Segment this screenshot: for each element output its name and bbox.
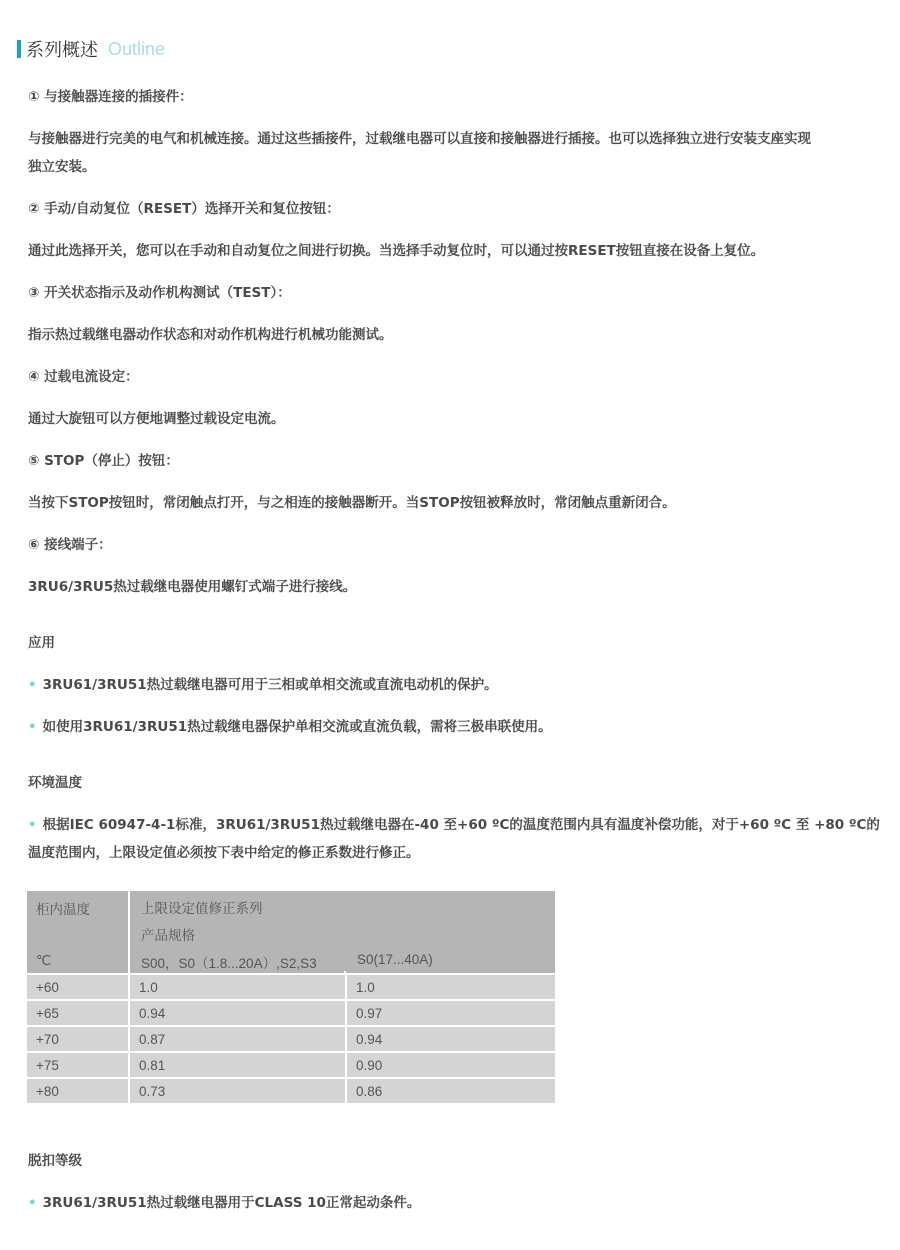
cell-value-1: 0.81 <box>129 1052 346 1078</box>
ambient-text-1: 根据IEC 60947-4-1标准，3RU61/3RU51热过载继电器在-40 至+60 ºC的温度范围内具有温度补偿功能，对于+60 ºC 至 +80 ºC的 <box>42 817 880 833</box>
title-chinese: 系列概述 <box>26 40 98 61</box>
correction-factor-table <box>25 889 557 1105</box>
item-1-body-line-1: 与接触器进行完美的电气和机械连接。通过这些插接件，过载继电器可以直接和接触器进行插接。也可以选择独立进行安装支座实现 <box>28 131 811 147</box>
cell-temp: +70 <box>26 1026 129 1052</box>
column-divider <box>344 971 346 975</box>
cell-temp: +75 <box>26 1052 129 1078</box>
item-6-body: 3RU6/3RU5热过载继电器使用螺钉式端子进行接线。 <box>28 579 357 595</box>
ambient-heading: 环境温度 <box>28 775 82 791</box>
section-title <box>17 38 165 60</box>
cell-value-1: 0.87 <box>129 1026 346 1052</box>
item-5-title: ⑤ STOP（停止）按钮： <box>28 453 179 469</box>
item-3-body: 指示热过载继电器动作状态和对动作机构进行机械功能测试。 <box>28 327 393 343</box>
application-bullet-2 <box>28 718 552 736</box>
cell-temp: +80 <box>26 1078 129 1104</box>
cell-value-2: 1.0 <box>346 974 556 1000</box>
application-bullet-1 <box>28 676 498 694</box>
application-heading: 应用 <box>28 635 55 651</box>
cell-value-1: 0.73 <box>129 1078 346 1104</box>
item-2-body: 通过此选择开关，您可以在手动和自动复位之间进行切换。当选择手动复位时，可以通过按RESET按钮直接在设备上复位。 <box>28 243 765 259</box>
bullet-dot-icon: • <box>28 817 37 833</box>
item-2-title: ② 手动/自动复位（RESET）选择开关和复位按钮： <box>28 201 340 217</box>
header-cabinet-temp: 柜内温度 <box>36 902 90 917</box>
table-row <box>26 974 556 1000</box>
item-6-title: ⑥ 接线端子： <box>28 537 112 553</box>
header-col-2: S0(17...40A) <box>357 952 433 967</box>
cell-value-1: 0.94 <box>129 1000 346 1026</box>
item-1-title: ① 与接触器连接的插接件： <box>28 89 193 105</box>
header-col-1: S00，S0（1.8...20A）,S2,S3 <box>141 956 317 971</box>
item-1-body-line-2: 独立安装。 <box>28 159 96 175</box>
title-english: Outline <box>108 38 166 59</box>
table-header-temperature <box>26 890 129 974</box>
bullet-text: 3RU61/3RU51热过载继电器可用于三相或单相交流或直流电动机的保护。 <box>42 677 498 693</box>
table-header-correction <box>129 890 556 974</box>
bullet-dot-icon: • <box>28 719 37 735</box>
cell-value-1: 1.0 <box>129 974 346 1000</box>
accent-bar <box>17 40 21 58</box>
bullet-dot-icon: • <box>28 677 37 693</box>
item-3-title: ③ 开关状态指示及动作机构测试（TEST）： <box>28 285 291 301</box>
header-unit: ℃ <box>36 953 52 968</box>
trip-class-heading: 脱扣等级 <box>28 1153 82 1169</box>
cell-value-2: 0.90 <box>346 1052 556 1078</box>
table-row <box>26 1026 556 1052</box>
table-row <box>26 1052 556 1078</box>
bullet-dot-icon: • <box>28 1195 37 1211</box>
item-4-body: 通过大旋钮可以方便地调整过载设定电流。 <box>28 411 285 427</box>
cell-value-2: 0.94 <box>346 1026 556 1052</box>
table-row <box>26 1078 556 1104</box>
table-row <box>26 1000 556 1026</box>
header-product-spec: 产品规格 <box>141 928 195 943</box>
trip-class-bullet <box>28 1194 420 1212</box>
cell-temp: +60 <box>26 974 129 1000</box>
cell-value-2: 0.86 <box>346 1078 556 1104</box>
header-correction-title: 上限设定值修正系列 <box>141 901 263 916</box>
cell-temp: +65 <box>26 1000 129 1026</box>
bullet-text: 如使用3RU61/3RU51热过载继电器保护单相交流或直流负载，需将三极串联使用。 <box>42 719 552 735</box>
ambient-line-1 <box>28 816 880 834</box>
cell-value-2: 0.97 <box>346 1000 556 1026</box>
item-5-body: 当按下STOP按钮时，常闭触点打开，与之相连的接触器断开。当STOP按钮被释放时，常闭触点重新闭合。 <box>28 495 676 511</box>
bullet-text: 3RU61/3RU51热过载继电器用于CLASS 10正常起动条件。 <box>42 1195 421 1211</box>
ambient-line-2: 温度范围内，上限设定值必须按下表中给定的修正系数进行修正。 <box>28 845 420 861</box>
item-4-title: ④ 过载电流设定： <box>28 369 139 385</box>
